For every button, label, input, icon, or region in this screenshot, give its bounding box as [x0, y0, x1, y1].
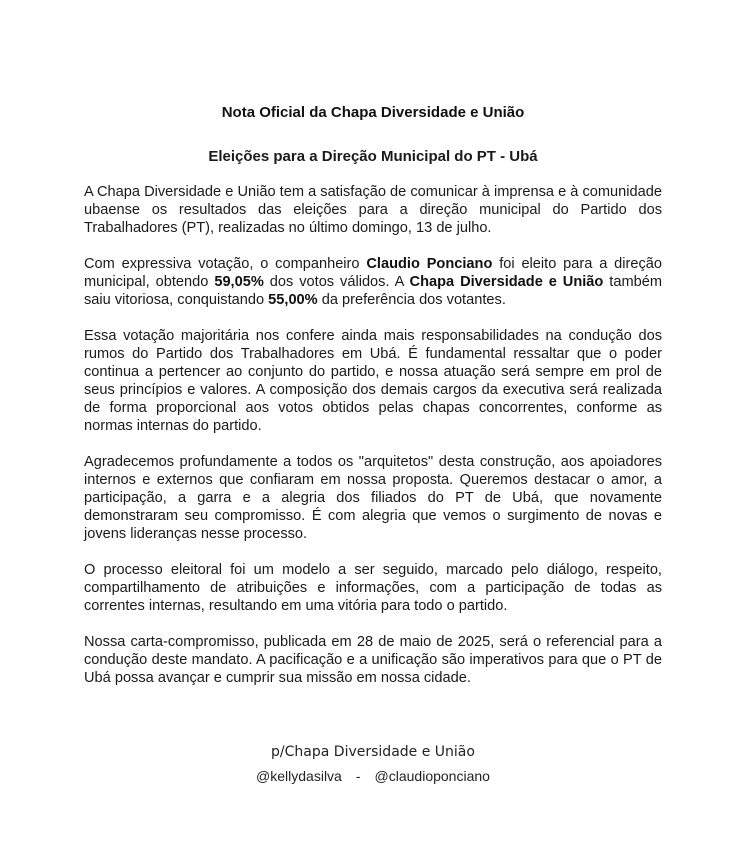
document-subtitle: Eleições para a Direção Municipal do PT - Ubá: [208, 148, 538, 165]
document-title: Nota Oficial da Chapa Diversidade e União: [221, 104, 525, 121]
document-body: [84, 183, 662, 705]
signature-line: p/Chapa Diversidade e União: [271, 744, 475, 760]
handle-separator: -: [355, 768, 361, 784]
signature-handles: [84, 766, 662, 786]
text-segment: O processo eleitoral foi um modelo a ser seguido, marcado pelo diálogo, respeito, compartilhamento de atribuições e informações, com a participação de todas as correntes internas, resultando em uma vitória para todo o partido.: [84, 562, 662, 614]
text-segment: Com expressiva votação, o companheiro: [84, 256, 367, 272]
handle-kellydasilva: @kellydasilva: [256, 768, 342, 784]
text-segment: Essa votação majoritária nos confere ainda mais responsabilidades na condução dos rumos do Partido dos Trabalhadores em Ubá. É fundamental ressaltar que o poder continua a pertencer ao conjunto do partido, e nossa atuação será sempre em prol de seus princípios e valores. A composição dos demais cargos da executiva será realizada de forma proporcional aos votos obtidos pelas chapas concorrentes, conforme as normas internas do partido.: [84, 328, 662, 434]
bold-highlight: 59,05%: [214, 274, 264, 290]
paragraph-announcement: [84, 183, 662, 237]
handle-claudioponciano: @claudioponciano: [374, 768, 490, 784]
paragraph-thanks: [84, 453, 662, 543]
paragraph-results: [84, 255, 662, 309]
text-segment: A Chapa Diversidade e União tem a satisfação de comunicar à imprensa e à comunidade ubaense os resultados das eleições para a direção municipal do Partido dos Trabalhadores (PT), realizadas no último domingo, 13 de julho.: [84, 184, 662, 236]
bold-highlight: Chapa Diversidade e União: [409, 274, 604, 290]
bold-highlight: Claudio Ponciano: [366, 256, 493, 272]
bold-highlight: 55,00%: [268, 292, 318, 308]
text-segment: foi eleito para a direção municipal, obtendo: [84, 256, 662, 290]
text-segment: Agradecemos profundamente a todos os "arquitetos" desta construção, aos apoiadores internos e externos que confiaram em nossa proposta. Queremos destacar o amor, a participação, a garra e a alegria dos filiados do PT de Ubá, que novamente demonstraram seu compromisso. É com alegria que vemos o surgimento de novas e jovens lideranças nesse processo.: [84, 454, 662, 542]
text-segment: também saiu vitoriosa, conquistando: [84, 274, 662, 308]
paragraph-responsibilities: [84, 327, 662, 435]
paragraph-process: [84, 561, 662, 615]
text-segment: dos votos válidos. A: [263, 274, 410, 290]
text-segment: Nossa carta-compromisso, publicada em 28 de maio de 2025, será o referencial para a condução deste mandato. A pacificação e a unificação são imperativos para que o PT de Ubá possa avançar e cumprir sua missão em nossa cidade.: [84, 634, 662, 686]
paragraph-commitment: [84, 633, 662, 687]
signature-block: [84, 742, 662, 786]
text-segment: da preferência dos votantes.: [317, 292, 506, 308]
